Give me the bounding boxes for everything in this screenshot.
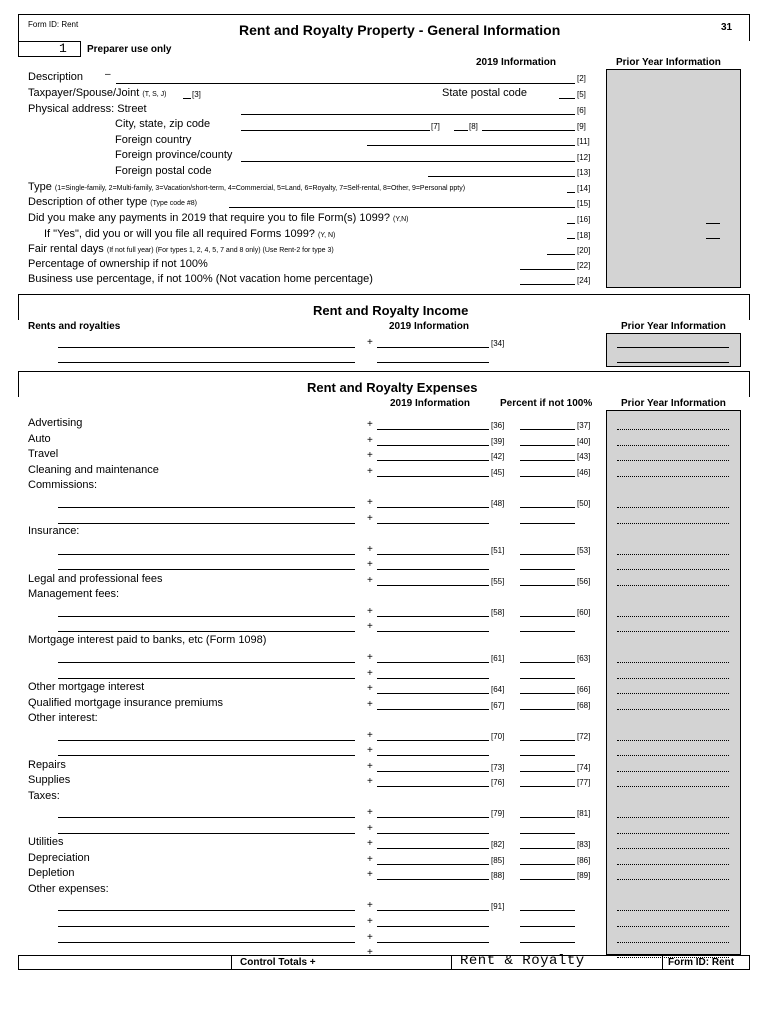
code: [77] (577, 778, 591, 787)
code: [83] (577, 840, 591, 849)
rents-desc-input-1[interactable] (58, 347, 355, 348)
preparer-label: Preparer use only (87, 44, 172, 55)
payments-hint: (Y,N) (393, 216, 409, 223)
plus-sign: + (367, 761, 373, 772)
file-1099-text: If "Yes", did you or will you file all required Forms 1099? (44, 228, 315, 240)
prior-expense-input[interactable] (617, 631, 729, 632)
code: [11] (577, 137, 590, 146)
expense-desc-input[interactable] (58, 569, 355, 570)
code: [51] (491, 546, 505, 555)
prior-expense-input[interactable] (617, 942, 729, 943)
code: [86] (577, 856, 591, 865)
plus-sign: + (367, 575, 373, 586)
expense-percent-input[interactable] (520, 864, 575, 865)
prior-expense-input[interactable] (617, 771, 729, 772)
code: [66] (577, 685, 591, 694)
expense-percent-input[interactable] (520, 585, 575, 586)
expense-label-other-mortgage: Other mortgage interest (28, 681, 145, 693)
expense-percent-input[interactable] (520, 429, 575, 430)
expense-desc-input[interactable] (58, 554, 355, 555)
prior-expense-input[interactable] (617, 879, 729, 880)
copy-number-box[interactable] (18, 41, 81, 57)
expense-desc-input[interactable] (58, 942, 355, 943)
expense-desc-input[interactable] (58, 910, 355, 911)
code: [45] (491, 468, 505, 477)
other-type-text: Description of other type (28, 196, 148, 208)
address-label: Physical address: Street (28, 103, 147, 115)
plus-sign: + (367, 621, 373, 632)
plus-sign: + (367, 916, 373, 927)
rents-label: Rents and royalties (28, 321, 121, 332)
plus-sign: + (367, 450, 373, 461)
street-input[interactable] (241, 114, 575, 115)
expense-percent-input[interactable] (520, 476, 575, 477)
plus-sign: + (367, 497, 373, 508)
expense-label-mortgage: Mortgage interest paid to banks, etc (Form 1098) (28, 634, 267, 646)
code: [76] (491, 778, 505, 787)
expense-amount-input[interactable] (377, 523, 489, 524)
expense-label-management: Management fees: (28, 588, 120, 600)
code: [46] (577, 468, 591, 477)
expense-label-depletion: Depletion (28, 867, 75, 879)
expense-percent-input[interactable] (520, 569, 575, 570)
other-type-label (28, 196, 197, 208)
expense-label-auto: Auto (28, 433, 51, 445)
province-label: Foreign province/county (115, 149, 233, 161)
expense-label-qualified: Qualified mortgage insurance premiums (28, 697, 224, 709)
footer-divider (662, 955, 663, 970)
expense-desc-input[interactable] (58, 507, 355, 508)
expense-desc-input[interactable] (58, 755, 355, 756)
state-postal-input[interactable] (559, 98, 575, 99)
expense-amount-input[interactable] (377, 631, 489, 632)
payments-text: Did you make any payments in 2019 that require you to file Form(s) 1099? (28, 212, 390, 224)
plus-sign: + (367, 745, 373, 756)
plus-sign: + (367, 900, 373, 911)
prior-expense-input[interactable] (617, 740, 729, 741)
code: [9] (577, 122, 586, 131)
expense-amount-input[interactable] (377, 817, 489, 818)
rents-amount-input-2[interactable] (377, 362, 489, 363)
expense-percent-input[interactable] (520, 507, 575, 508)
footer-bar (18, 955, 750, 970)
expense-desc-input[interactable] (58, 523, 355, 524)
code: [85] (491, 856, 505, 865)
code: [13] (577, 168, 591, 177)
expense-amount-input[interactable] (377, 507, 489, 508)
prior-expense-input[interactable] (617, 507, 729, 508)
prior-expense-input[interactable] (617, 523, 729, 524)
expenses-col-2019: 2019 Information (390, 398, 471, 409)
expense-amount-input[interactable] (377, 848, 489, 849)
fair-rental-label (28, 243, 334, 255)
city-label: City, state, zip code (115, 118, 211, 130)
expense-amount-input[interactable] (377, 786, 489, 787)
plus-sign: + (367, 947, 373, 958)
copy-number: 1 (59, 41, 67, 56)
expense-percent-input[interactable] (520, 631, 575, 632)
prior-expense-input[interactable] (617, 616, 729, 617)
expense-amount-input[interactable] (377, 910, 489, 911)
expense-desc-input[interactable] (58, 616, 355, 617)
plus-sign: + (367, 730, 373, 741)
prior-expense-input[interactable] (617, 709, 729, 710)
code: [74] (577, 763, 591, 772)
country-label: Foreign country (115, 134, 192, 146)
expense-amount-input[interactable] (377, 926, 489, 927)
postal-label: Foreign postal code (115, 165, 212, 177)
code: [20] (577, 246, 591, 255)
taxpayer-input[interactable] (183, 98, 191, 99)
code: [73] (491, 763, 505, 772)
prior-expense-input[interactable] (617, 429, 729, 430)
prior-expense-input[interactable] (617, 693, 729, 694)
prior-expense-input[interactable] (617, 678, 729, 679)
col-2019: 2019 Information (476, 57, 557, 68)
plus-sign: + (367, 337, 373, 348)
page-number: 31 (721, 22, 733, 33)
taxpayer-label (28, 87, 166, 99)
code: [22] (577, 261, 591, 270)
expense-amount-input[interactable] (377, 833, 489, 834)
income-title: Rent and Royalty Income (313, 303, 469, 318)
ownership-label: Percentage of ownership if not 100% (28, 258, 208, 270)
code: [24] (577, 276, 591, 285)
form-id-top: Form ID: Rent (28, 20, 79, 29)
zip-input[interactable] (482, 130, 575, 131)
prior-expense-input[interactable] (617, 662, 729, 663)
description-dash: – (105, 69, 111, 80)
prior-expense-input[interactable] (617, 445, 729, 446)
code: [42] (491, 452, 505, 461)
type-hint: (1=Single-family, 2=Multi-family, 3=Vacation/short-term, 4=Commercial, 5=Land, 6=Royalty, 7=Self-rental, 8=Other, 9=Personal ppty) (54, 185, 466, 192)
taxpayer-text: Taxpayer/Spouse/Joint (28, 87, 140, 99)
plus-sign: + (367, 513, 373, 524)
plus-sign: + (367, 435, 373, 446)
expense-percent-input[interactable] (520, 460, 575, 461)
expense-label-cleaning: Cleaning and maintenance (28, 464, 159, 476)
file-1099-input[interactable] (567, 238, 575, 239)
fair-rental-hint: (If not full year) (For types 1, 2, 4, 5, 7 and 8 only) (Use Rent-2 for type 3) (106, 247, 334, 254)
rents-desc-input-2[interactable] (58, 362, 355, 363)
prior-expense-input[interactable] (617, 817, 729, 818)
code: [3] (192, 90, 201, 99)
col-prior: Prior Year Information (616, 57, 721, 68)
prior-expense-input[interactable] (617, 926, 729, 927)
footer-divider (231, 955, 232, 970)
country-input[interactable] (367, 145, 575, 146)
city-input[interactable] (241, 130, 430, 131)
expense-amount-input[interactable] (377, 585, 489, 586)
prior-expense-input[interactable] (617, 755, 729, 756)
prior-year-panel-expenses[interactable] (606, 410, 741, 955)
code: [72] (577, 732, 591, 741)
code: [48] (491, 499, 505, 508)
plus-sign: + (367, 932, 373, 943)
expense-desc-input[interactable] (58, 678, 355, 679)
income-col-prior: Prior Year Information (621, 321, 726, 332)
prior-file-1099-input[interactable] (706, 238, 720, 239)
plus-sign: + (367, 869, 373, 880)
code: [14] (577, 184, 591, 193)
code: [37] (577, 421, 591, 430)
prior-expense-input[interactable] (617, 585, 729, 586)
expense-label-commissions: Commissions: (28, 479, 98, 491)
expense-label-depreciation: Depreciation (28, 852, 90, 864)
expense-label-repairs: Repairs (28, 759, 66, 771)
other-type-input[interactable] (229, 207, 575, 208)
code: [67] (491, 701, 505, 710)
code: [56] (577, 577, 591, 586)
code: [16] (577, 215, 591, 224)
prior-expense-input[interactable] (617, 786, 729, 787)
expense-percent-input[interactable] (520, 755, 575, 756)
code: [39] (491, 437, 505, 446)
expense-amount-input[interactable] (377, 616, 489, 617)
description-input[interactable] (116, 83, 575, 84)
expense-label-other-expenses: Other expenses: (28, 883, 109, 895)
code: [40] (577, 437, 591, 446)
prior-income-input-2[interactable] (617, 362, 729, 363)
expense-label-advertising: Advertising (28, 417, 83, 429)
code: [82] (491, 840, 505, 849)
expense-percent-input[interactable] (520, 926, 575, 927)
expense-amount-input[interactable] (377, 445, 489, 446)
expense-percent-input[interactable] (520, 693, 575, 694)
type-text: Type (28, 181, 52, 193)
expense-amount-input[interactable] (377, 429, 489, 430)
business-use-label: Business use percentage, if not 100% (Not vacation home percentage) (28, 273, 373, 285)
plus-sign: + (367, 419, 373, 430)
expense-label-utilities: Utilities (28, 836, 64, 848)
plus-sign: + (367, 823, 373, 834)
expenses-title: Rent and Royalty Expenses (307, 380, 478, 395)
prior-payments-input[interactable] (706, 223, 720, 224)
expense-label-travel: Travel (28, 448, 59, 460)
expense-percent-input[interactable] (520, 817, 575, 818)
page-title: Rent and Royalty Property - General Information (239, 22, 561, 38)
expense-percent-input[interactable] (520, 740, 575, 741)
footer-divider (451, 955, 452, 970)
expense-desc-input[interactable] (58, 631, 355, 632)
expense-amount-input[interactable] (377, 942, 489, 943)
expense-amount-input[interactable] (377, 864, 489, 865)
code: [2] (577, 74, 586, 83)
prior-expense-input[interactable] (617, 476, 729, 477)
code: [91] (491, 902, 505, 911)
prior-expense-input[interactable] (617, 460, 729, 461)
prior-expense-input[interactable] (617, 569, 729, 570)
code: [63] (577, 654, 591, 663)
file-1099-hint: (Y, N) (318, 232, 336, 239)
code: [58] (491, 608, 505, 617)
expense-percent-input[interactable] (520, 616, 575, 617)
expense-percent-input[interactable] (520, 833, 575, 834)
expense-amount-input[interactable] (377, 476, 489, 477)
business-use-input[interactable] (520, 284, 575, 285)
prior-expense-input[interactable] (617, 848, 729, 849)
expense-amount-input[interactable] (377, 569, 489, 570)
expense-percent-input[interactable] (520, 678, 575, 679)
taxpayer-hint: (T, S, J) (142, 91, 167, 98)
expense-amount-input[interactable] (377, 755, 489, 756)
expense-percent-input[interactable] (520, 662, 575, 663)
expense-amount-input[interactable] (377, 678, 489, 679)
expense-label-taxes: Taxes: (28, 790, 60, 802)
code: [5] (577, 90, 586, 99)
plus-sign: + (367, 854, 373, 865)
state-input[interactable] (454, 130, 468, 131)
plus-sign: + (367, 466, 373, 477)
code: [12] (577, 153, 591, 162)
prior-expense-input[interactable] (617, 864, 729, 865)
plus-sign: + (367, 668, 373, 679)
code: [79] (491, 809, 505, 818)
prior-expense-input[interactable] (617, 910, 729, 911)
control-totals-label: Control Totals + (240, 957, 316, 968)
expense-desc-input[interactable] (58, 740, 355, 741)
code: [70] (491, 732, 505, 741)
expense-percent-input[interactable] (520, 523, 575, 524)
code: [64] (491, 685, 505, 694)
plus-sign: + (367, 652, 373, 663)
expense-percent-input[interactable] (520, 848, 575, 849)
footer-form-id: Form ID: Rent (668, 957, 735, 968)
prior-expense-input[interactable] (617, 554, 729, 555)
code: [7] (431, 122, 440, 131)
other-type-hint: (Type code #8) (150, 200, 197, 207)
code: [18] (577, 231, 591, 240)
plus-sign: + (367, 544, 373, 555)
plus-sign: + (367, 699, 373, 710)
expense-label-other-interest: Other interest: (28, 712, 98, 724)
expense-amount-input[interactable] (377, 460, 489, 461)
expense-percent-input[interactable] (520, 910, 575, 911)
code: [8] (469, 122, 478, 131)
expense-percent-input[interactable] (520, 771, 575, 772)
code: [6] (577, 106, 586, 115)
expense-percent-input[interactable] (520, 942, 575, 943)
rents-amount-input[interactable] (377, 347, 489, 348)
state-postal-label: State postal code (442, 87, 528, 99)
code: [61] (491, 654, 505, 663)
plus-sign: + (367, 807, 373, 818)
expense-percent-input[interactable] (520, 554, 575, 555)
expense-desc-input[interactable] (58, 833, 355, 834)
code: [89] (577, 871, 591, 880)
expense-amount-input[interactable] (377, 879, 489, 880)
expense-desc-input[interactable] (58, 662, 355, 663)
header-frame (18, 14, 750, 41)
code: [36] (491, 421, 505, 430)
expense-percent-input[interactable] (520, 879, 575, 880)
expense-label-insurance: Insurance: (28, 525, 80, 537)
expense-desc-input[interactable] (58, 926, 355, 927)
expense-amount-input[interactable] (377, 554, 489, 555)
prior-income-input-1[interactable] (617, 347, 729, 348)
fair-rental-input[interactable] (547, 254, 575, 255)
expense-amount-input[interactable] (377, 740, 489, 741)
expense-amount-input[interactable] (377, 693, 489, 694)
expense-amount-input[interactable] (377, 771, 489, 772)
payments-1099-input[interactable] (567, 223, 575, 224)
code: [43] (577, 452, 591, 461)
ownership-input[interactable] (520, 269, 575, 270)
prior-year-panel-general[interactable] (606, 69, 741, 288)
prior-expense-input[interactable] (617, 833, 729, 834)
code: [55] (491, 577, 505, 586)
plus-sign: + (367, 606, 373, 617)
plus-sign: + (367, 683, 373, 694)
expenses-col-prior: Prior Year Information (621, 398, 726, 409)
type-input[interactable] (567, 192, 575, 193)
expense-amount-input[interactable] (377, 709, 489, 710)
expense-label-supplies: Supplies (28, 774, 71, 786)
code: [81] (577, 809, 591, 818)
description-label: Description (28, 71, 84, 83)
file-1099-label (44, 228, 335, 240)
plus-sign: + (367, 559, 373, 570)
expense-amount-input[interactable] (377, 662, 489, 663)
code: [68] (577, 701, 591, 710)
expense-percent-input[interactable] (520, 786, 575, 787)
expense-percent-input[interactable] (520, 445, 575, 446)
code: [53] (577, 546, 591, 555)
fair-rental-text: Fair rental days (28, 243, 104, 255)
code: [60] (577, 608, 591, 617)
payments-1099-label (28, 212, 408, 224)
expense-percent-input[interactable] (520, 709, 575, 710)
expenses-col-percent: Percent if not 100% (500, 398, 593, 409)
code: [88] (491, 871, 505, 880)
code: [15] (577, 199, 591, 208)
code: [34] (491, 339, 505, 348)
postal-input[interactable] (428, 176, 575, 177)
income-col-2019: 2019 Information (389, 321, 470, 332)
plus-sign: + (367, 838, 373, 849)
plus-sign: + (367, 776, 373, 787)
expense-desc-input[interactable] (58, 817, 355, 818)
type-label (28, 181, 465, 193)
expense-label-legal: Legal and professional fees (28, 573, 163, 585)
footer-form-name: Rent & Royalty (460, 953, 585, 969)
code: [50] (577, 499, 591, 508)
province-input[interactable] (241, 161, 575, 162)
